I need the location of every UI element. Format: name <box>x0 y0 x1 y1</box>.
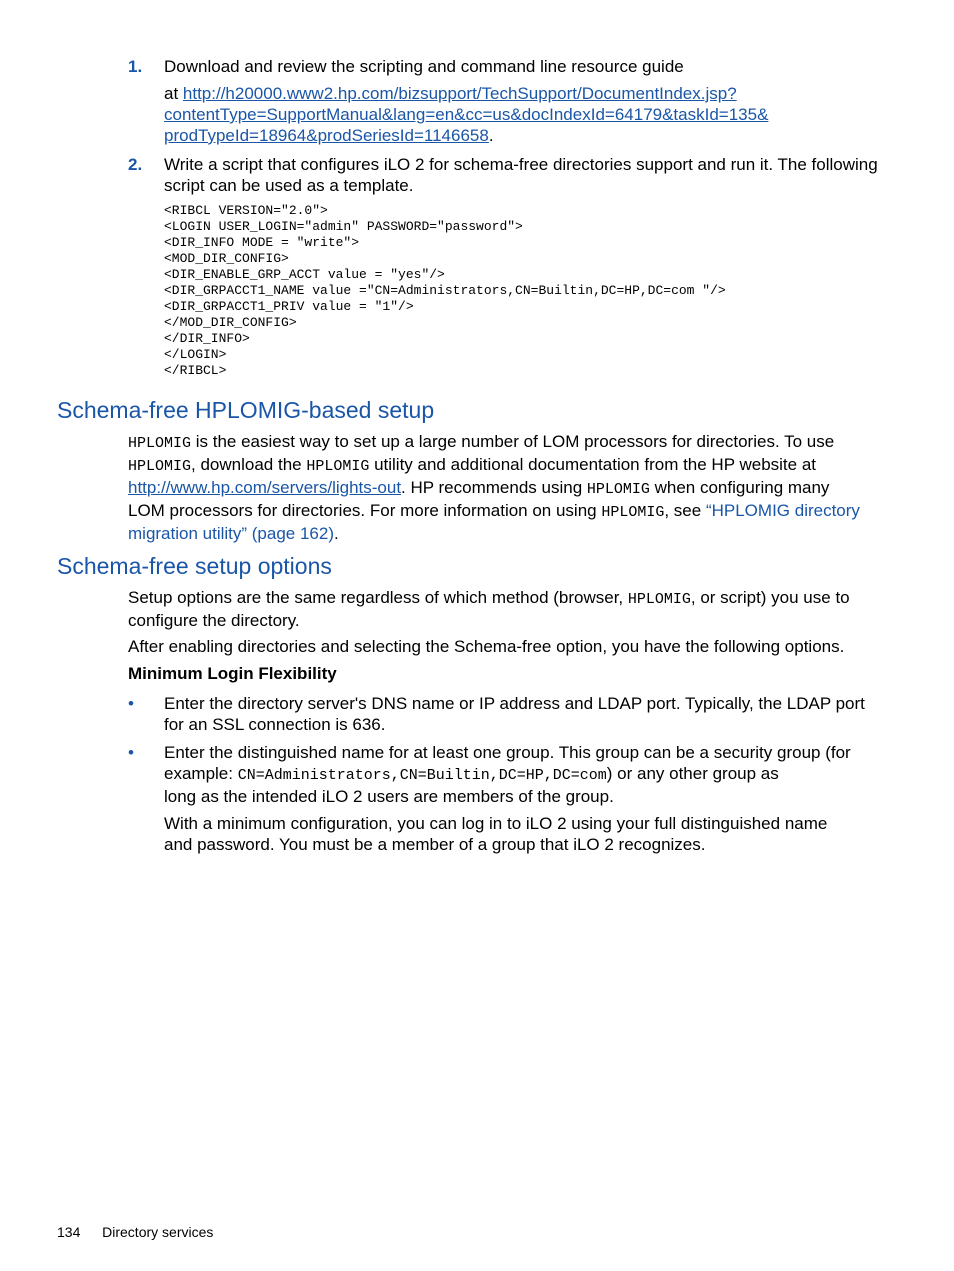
hplomig-text-e: when configuring many <box>649 478 830 497</box>
hplomig-migration-xref-line-2[interactable]: migration utility” (page 162) <box>128 524 334 543</box>
bullet-2-para-line-2: and password. You must be a member of a group that iLO 2 recognizes. <box>164 835 706 854</box>
hplomig-text-end: . <box>333 524 339 543</box>
bullet-icon-2: • <box>128 743 134 762</box>
hplomig-code-5: HPLOMIG <box>601 504 665 521</box>
bullet-item-2 <box>164 742 884 855</box>
step-number-1: 1. <box>128 57 143 76</box>
step-2-line-1: Write a script that configures iLO 2 for schema-free directories support and run it. The following <box>164 155 878 174</box>
step-1-text <box>164 56 884 146</box>
hplomig-code-4: HPLOMIG <box>586 481 650 498</box>
bullet-2-line-3: long as the intended iLO 2 users are members of the group. <box>164 787 614 806</box>
resource-guide-link-line-1[interactable]: http://h20000.www2.hp.com/bizsupport/TechSupport/DocumentIndex.jsp? <box>182 84 737 103</box>
bullet-2-para-line-1: With a minimum configuration, you can log in to iLO 2 using your full distinguished name <box>164 814 828 833</box>
step-1-line-1: Download and review the scripting and command line resource guide <box>164 57 684 76</box>
setup-text-b: , or script) you use to <box>690 588 850 607</box>
bullet-2-text-a: example: <box>164 764 238 783</box>
step-number-2: 2. <box>128 155 143 174</box>
resource-guide-link-line-3[interactable]: prodTypeId=18964&prodSeriesId=1146658 <box>164 126 489 145</box>
section-heading-hplomig-setup: Schema-free HPLOMIG-based setup <box>57 397 435 423</box>
resource-guide-link-line-2[interactable]: contentType=SupportManual&lang=en&cc=us&docIndexId=64179&taskId=135& <box>164 105 769 124</box>
hplomig-code-3: HPLOMIG <box>306 458 370 475</box>
ribcl-script-code: <RIBCL VERSION="2.0"> <LOGIN USER_LOGIN="admin" PASSWORD="password"> <DIR_INFO MODE = "write"> <MOD_DIR_CONFIG> <DIR_ENABLE_GRP_ACCT value = "yes"/> <DIR_GRPACCT1_NAME value ="CN=Administrators,CN=Builtin,DC=HP,DC=com "/> <DIR_GRPACCT1_PRIV value = "1"/> </MOD_DIR_CONFIG> </DIR_INFO> </LOGIN> </RIBCL> <box>164 203 726 378</box>
step-1-at: at <box>164 84 183 103</box>
section-heading-setup-options: Schema-free setup options <box>57 553 332 579</box>
hplomig-code-1: HPLOMIG <box>128 435 192 452</box>
hplomig-text-c: utility and additional documentation from the HP website at <box>369 455 817 474</box>
setup-options-paragraph-1 <box>128 587 888 631</box>
hplomig-text-g: , see <box>664 501 706 520</box>
setup-text-a: Setup options are the same regardless of which method (browser, <box>128 588 628 607</box>
group-dn-code: CN=Administrators,CN=Builtin,DC=HP,DC=com <box>237 767 607 784</box>
hplomig-text-f: LOM processors for directories. For more information on using <box>128 501 602 520</box>
setup-options-paragraph-2: After enabling directories and selecting the Schema-free option, you have the following options. <box>128 637 845 656</box>
subheading-minimum-login: Minimum Login Flexibility <box>128 664 337 683</box>
page-footer <box>57 1223 213 1241</box>
bullet-2-line-1: Enter the distinguished name for at least one group. This group can be a security group (for <box>164 743 851 762</box>
hplomig-text-b: , download the <box>191 455 307 474</box>
hplomig-text-a: is the easiest way to set up a large number of LOM processors for directories. To use <box>191 432 835 451</box>
hplomig-migration-xref-line-1[interactable]: “HPLOMIG directory <box>705 501 860 520</box>
step-2-line-2: script can be used as a template. <box>164 176 414 195</box>
bullet-icon-1: • <box>128 694 134 713</box>
hplomig-paragraph <box>128 431 888 544</box>
footer-section-title: Directory services <box>102 1224 214 1240</box>
hplomig-code-2: HPLOMIG <box>128 458 192 475</box>
bullet-2-text-b: ) or any other group as <box>606 764 779 783</box>
bullet-item-1 <box>164 693 884 735</box>
step-2-text <box>164 154 904 196</box>
bullet-1-line-1: Enter the directory server's DNS name or IP address and LDAP port. Typically, the LDAP port <box>164 694 865 713</box>
bullet-1-line-2: for an SSL connection is 636. <box>164 715 386 734</box>
step-1-period: . <box>488 126 494 145</box>
setup-text-c: configure the directory. <box>128 611 300 630</box>
hplomig-code-6: HPLOMIG <box>627 591 691 608</box>
page-number: 134 <box>57 1224 81 1240</box>
lights-out-link[interactable]: http://www.hp.com/servers/lights-out <box>128 478 402 497</box>
hplomig-text-d: . HP recommends using <box>401 478 587 497</box>
